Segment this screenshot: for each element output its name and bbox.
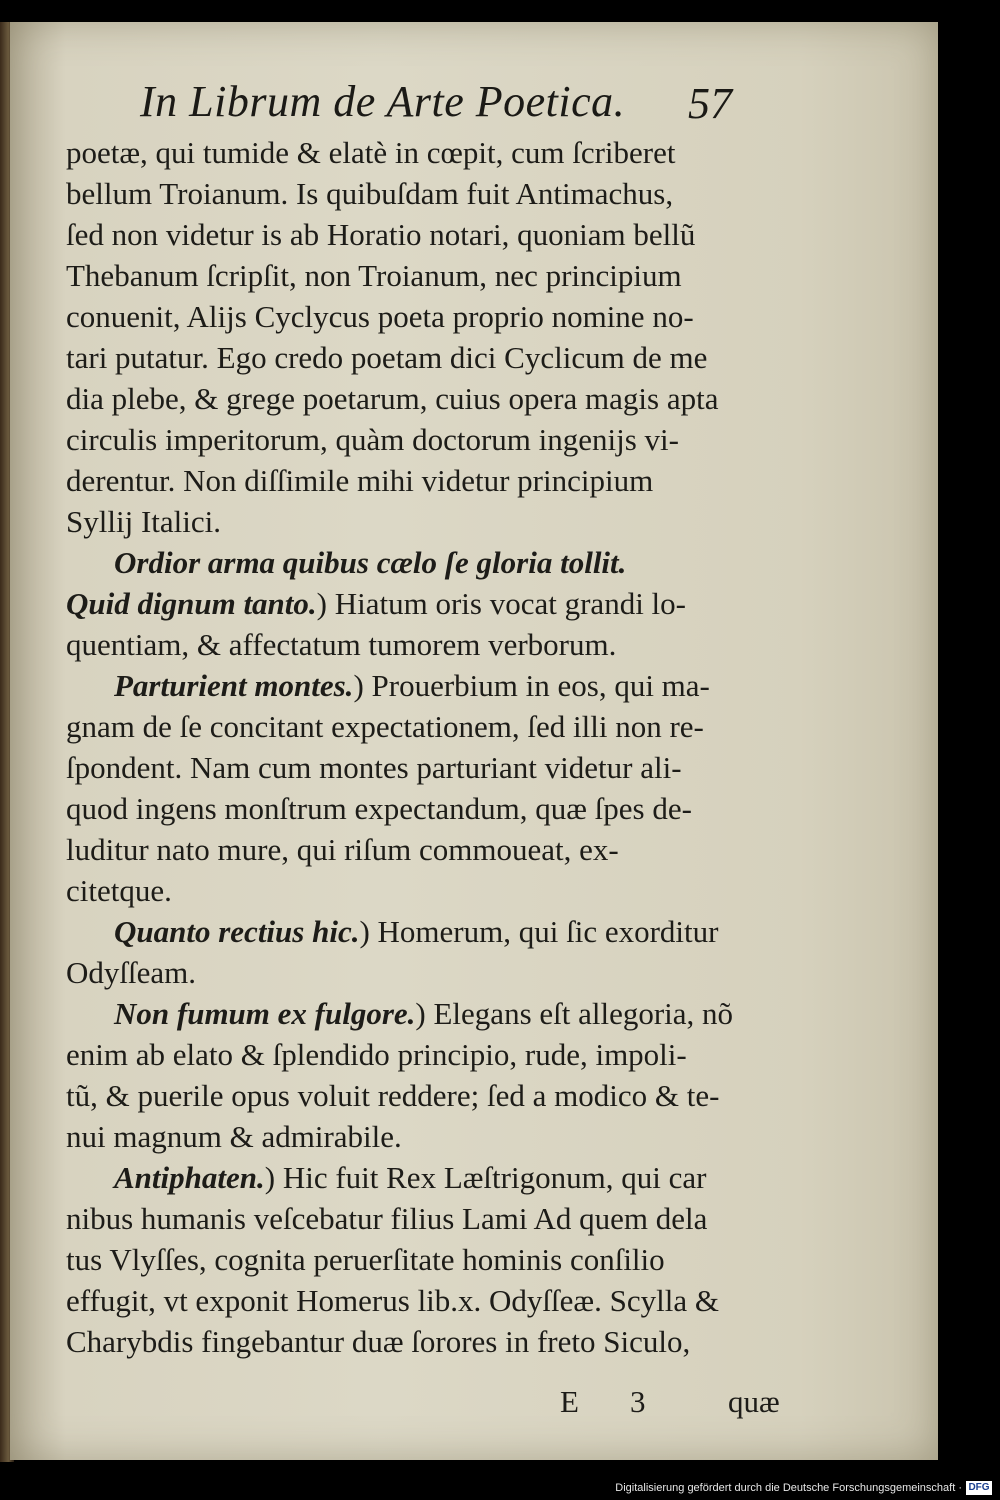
- text-line: [66, 788, 836, 829]
- text-line: [66, 214, 836, 255]
- line-text: derentur. Non diſſimile mihi videtur principium: [66, 463, 654, 498]
- line-text: ſed non videtur is ab Horatio notari, quoniam bellũ: [66, 217, 696, 252]
- text-line: [66, 132, 836, 173]
- text-line: [66, 296, 836, 337]
- text-line: [66, 173, 836, 214]
- line-text: nui magnum & admirabile.: [66, 1119, 402, 1154]
- line-text: Thebanum ſcripſit, non Troianum, nec principium: [66, 258, 682, 293]
- signature-mark: E: [560, 1384, 579, 1419]
- line-text: ) Homerum, qui ſic exorditur: [359, 914, 719, 949]
- lemma: Non fumum ex fulgore.: [114, 996, 416, 1031]
- line-text: enim ab elato & ſplendido principio, rude, impoli-: [66, 1037, 687, 1072]
- text-line: [66, 706, 836, 747]
- line-text: conuenit, Alijs Cyclycus poeta proprio nomine no-: [66, 299, 694, 334]
- digitization-credit: Digitalisierung gefördert durch die Deutsche Forschungsgemeinschaft ·: [615, 1482, 962, 1494]
- text-line: [66, 255, 836, 296]
- text-line: [66, 501, 836, 542]
- text-line: [66, 747, 836, 788]
- lemma: Antiphaten.: [114, 1160, 265, 1195]
- lemma: Quanto rectius hic.: [114, 914, 360, 949]
- line-text: ) Prouerbium in eos, qui ma-: [353, 668, 710, 703]
- signature-number: 3: [630, 1384, 646, 1419]
- page-number: 57: [688, 79, 732, 128]
- line-text: gnam de ſe concitant expectationem, ſed illi non re-: [66, 709, 704, 744]
- text-line: [66, 1280, 836, 1321]
- line-text: quod ingens monſtrum expectandum, quæ ſpes de-: [66, 791, 692, 826]
- text-line: [66, 1075, 836, 1116]
- text-line: [66, 1198, 836, 1239]
- line-text: tũ, & puerile opus voluit reddere; ſed a modico & te-: [66, 1078, 720, 1113]
- line-text: Odyſſeam.: [66, 955, 196, 990]
- line-text: Syllij Italici.: [66, 504, 221, 539]
- text-line: [66, 829, 836, 870]
- dfg-logo: DFG: [966, 1481, 992, 1495]
- text-line: [66, 952, 836, 993]
- lemma: Ordior arma quibus cælo ſe gloria tollit.: [114, 545, 627, 580]
- text-line: [66, 1034, 836, 1075]
- lemma: Parturient montes.: [114, 668, 354, 703]
- text-line: [66, 870, 836, 911]
- text-line: [66, 583, 836, 624]
- running-head: In Librum de Arte Poetica.: [140, 77, 626, 126]
- lemma: Quid dignum tanto.: [66, 586, 317, 621]
- line-text: citetque.: [66, 873, 172, 908]
- line-text: Charybdis fingebantur duæ ſorores in freto Siculo,: [66, 1324, 691, 1359]
- line-text: tari putatur. Ego credo poetam dici Cyclicum de me: [66, 340, 708, 375]
- text-line: [66, 665, 836, 706]
- text-line: [66, 542, 836, 583]
- catchword: quæ: [728, 1384, 780, 1419]
- line-text: effugit, vt exponit Homerus lib.x. Odyſſeæ. Scylla &: [66, 1283, 719, 1318]
- text-line: [66, 993, 836, 1034]
- line-text: ) Elegans eſt allegoria, nõ: [415, 996, 734, 1031]
- text-line: [66, 911, 836, 952]
- text-line: [66, 460, 836, 501]
- text-line: [66, 1116, 836, 1157]
- page-footer: [0, 1384, 1000, 1424]
- line-text: tus Vlyſſes, cognita peruerſitate hominis conſilio: [66, 1242, 665, 1277]
- text-line: [66, 378, 836, 419]
- line-text: quentiam, & affectatum tumorem verborum.: [66, 627, 617, 662]
- body-text: [66, 132, 836, 1362]
- text-line: [66, 1321, 836, 1362]
- line-text: ) Hic fuit Rex Læſtrigonum, qui car: [264, 1160, 707, 1195]
- line-text: bellum Troianum. Is quibuſdam fuit Antimachus,: [66, 176, 674, 211]
- text-line: [66, 624, 836, 665]
- line-text: luditur nato mure, qui riſum commoueat, ex-: [66, 832, 619, 867]
- line-text: circulis imperitorum, quàm doctorum ingenijs vi-: [66, 422, 679, 457]
- text-line: [66, 1157, 836, 1198]
- text-line: [66, 1239, 836, 1280]
- line-text: ) Hiatum oris vocat grandi lo-: [316, 586, 686, 621]
- line-text: nibus humanis veſcebatur filius Lami Ad quem dela: [66, 1201, 708, 1236]
- line-text: dia plebe, & grege poetarum, cuius opera magis apta: [66, 381, 719, 416]
- line-text: poetæ, qui tumide & elatè in cœpit, cum ſcriberet: [66, 135, 676, 170]
- text-line: [66, 337, 836, 378]
- text-line: [66, 419, 836, 460]
- line-text: ſpondent. Nam cum montes parturiant videtur ali-: [66, 750, 682, 785]
